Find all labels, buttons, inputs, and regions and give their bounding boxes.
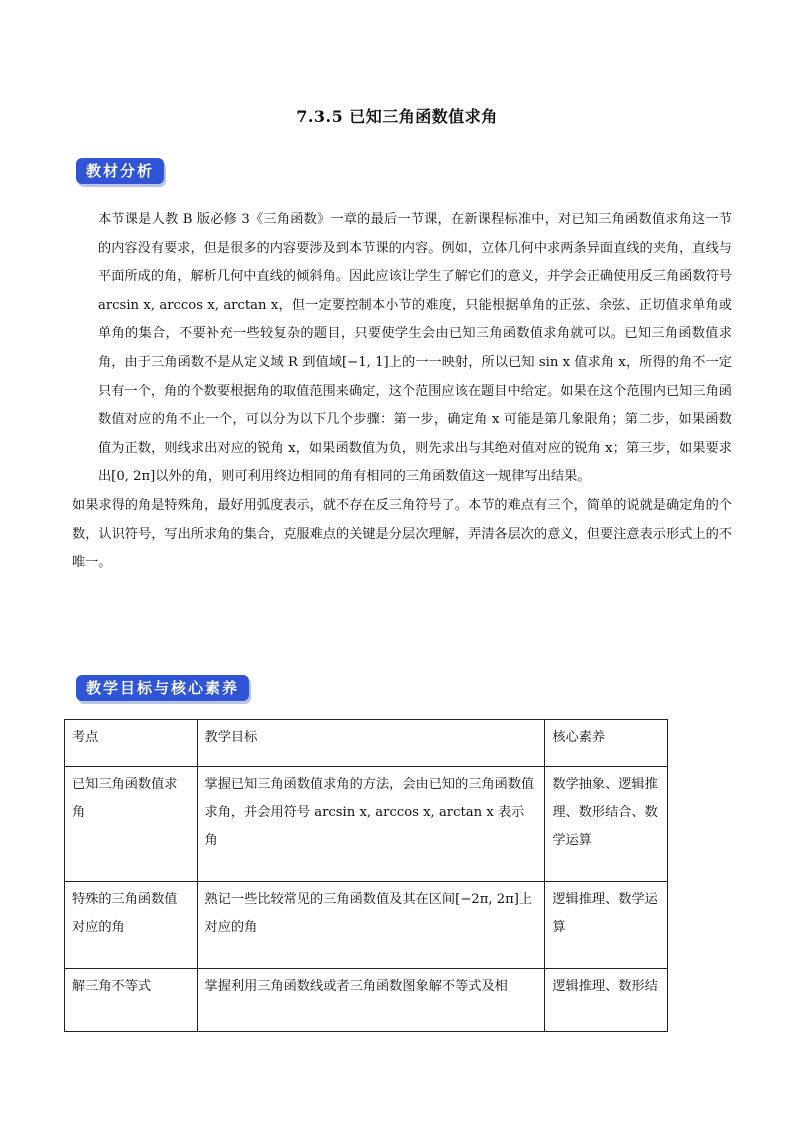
table-row bbox=[65, 767, 668, 882]
table-cell: 掌握利用三角函数线或者三角函数图象解不等式及相 bbox=[197, 969, 545, 1032]
objectives-table bbox=[64, 719, 668, 1032]
document-title: 7.3.5 已知三角函数值求角 bbox=[296, 107, 498, 126]
table-cell: 逻辑推理、数学运算 bbox=[545, 882, 668, 969]
table-cell: 已知三角函数值求角 bbox=[65, 767, 198, 882]
table-header-cell: 教学目标 bbox=[197, 720, 545, 767]
table-cell: 熟记一些比较常见的三角函数值及其在区间[−2π, 2π]上对应的角 bbox=[197, 882, 545, 969]
table-row bbox=[65, 882, 668, 969]
analysis-paragraph: 本节课是人教 B 版必修 3《三角函数》一章的最后一节课，在新课程标准中，对已知三角函数值求角这一节的内容没有要求，但是很多的内容要涉及到本节课的内容。例如，立体几何中求两条异面直线的夹角，直线与平面所成的角，解析几何中直线的倾斜角。因此应该让学生了解它们的意义，并学会正确使用反三角函数符号 arcsin x, arccos x, arctan x，但一定要控制本小节的难度，只能根据单角的正弦、余弦、正切值求单角或单角的集合，不要补充一些较复杂的题目，只要使学生会由已知三角函数值求角就可以。已知三角函数值求角，由于三角函数不是从定义域 R 到值域[−1, 1]上的一一映射，所以已知 sin x 值求角 x，所得的角不一定只有一个，角的个数要根据角的取值范围来确定，这个范围应该在题目中给定。如果在这个范围内已知三角函数值对应的角不止一个，可以分为以下几个步骤：第一步，确定角 x 可能是第几象限角；第二步，如果函数值为正数，则线求出对应的锐角 x，如果函数值为负，则先求出与其绝对值对应的锐角 x；第三步，如果要求出[0, 2π]以外的角，则可利用终边相同的角有相同的三角函数值这一规律写出结果。 bbox=[98, 212, 732, 485]
table-cell: 特殊的三角函数值对应的角 bbox=[65, 882, 198, 969]
section-tag-textbook-analysis: 教材分析 bbox=[76, 158, 164, 184]
table-cell: 解三角不等式 bbox=[65, 969, 198, 1032]
table-header-cell: 核心素养 bbox=[545, 720, 668, 767]
section-tag-objectives: 教学目标与核心素养 bbox=[76, 675, 249, 701]
table-cell: 逻辑推理、数形结 bbox=[545, 969, 668, 1032]
table-row bbox=[65, 969, 668, 1032]
analysis-body bbox=[72, 206, 732, 578]
table-cell: 掌握已知三角函数值求角的方法，会由已知的三角函数值求角，并会用符号 arcsin x, arccos x, arctan x 表示角 bbox=[197, 767, 545, 882]
table-header-cell: 考点 bbox=[65, 720, 198, 767]
table-cell: 数学抽象、逻辑推理、数形结合、数学运算 bbox=[545, 767, 668, 882]
table-header-row bbox=[65, 720, 668, 767]
analysis-paragraph: 如果求得的角是特殊角，最好用弧度表示，就不存在反三角符号了。本节的难点有三个，简单的说就是确定角的个数，认识符号，写出所求角的集合，克服难点的关键是分层次理解，弄清各层次的意义，但要注意表示形式上的不唯一。 bbox=[72, 497, 732, 571]
